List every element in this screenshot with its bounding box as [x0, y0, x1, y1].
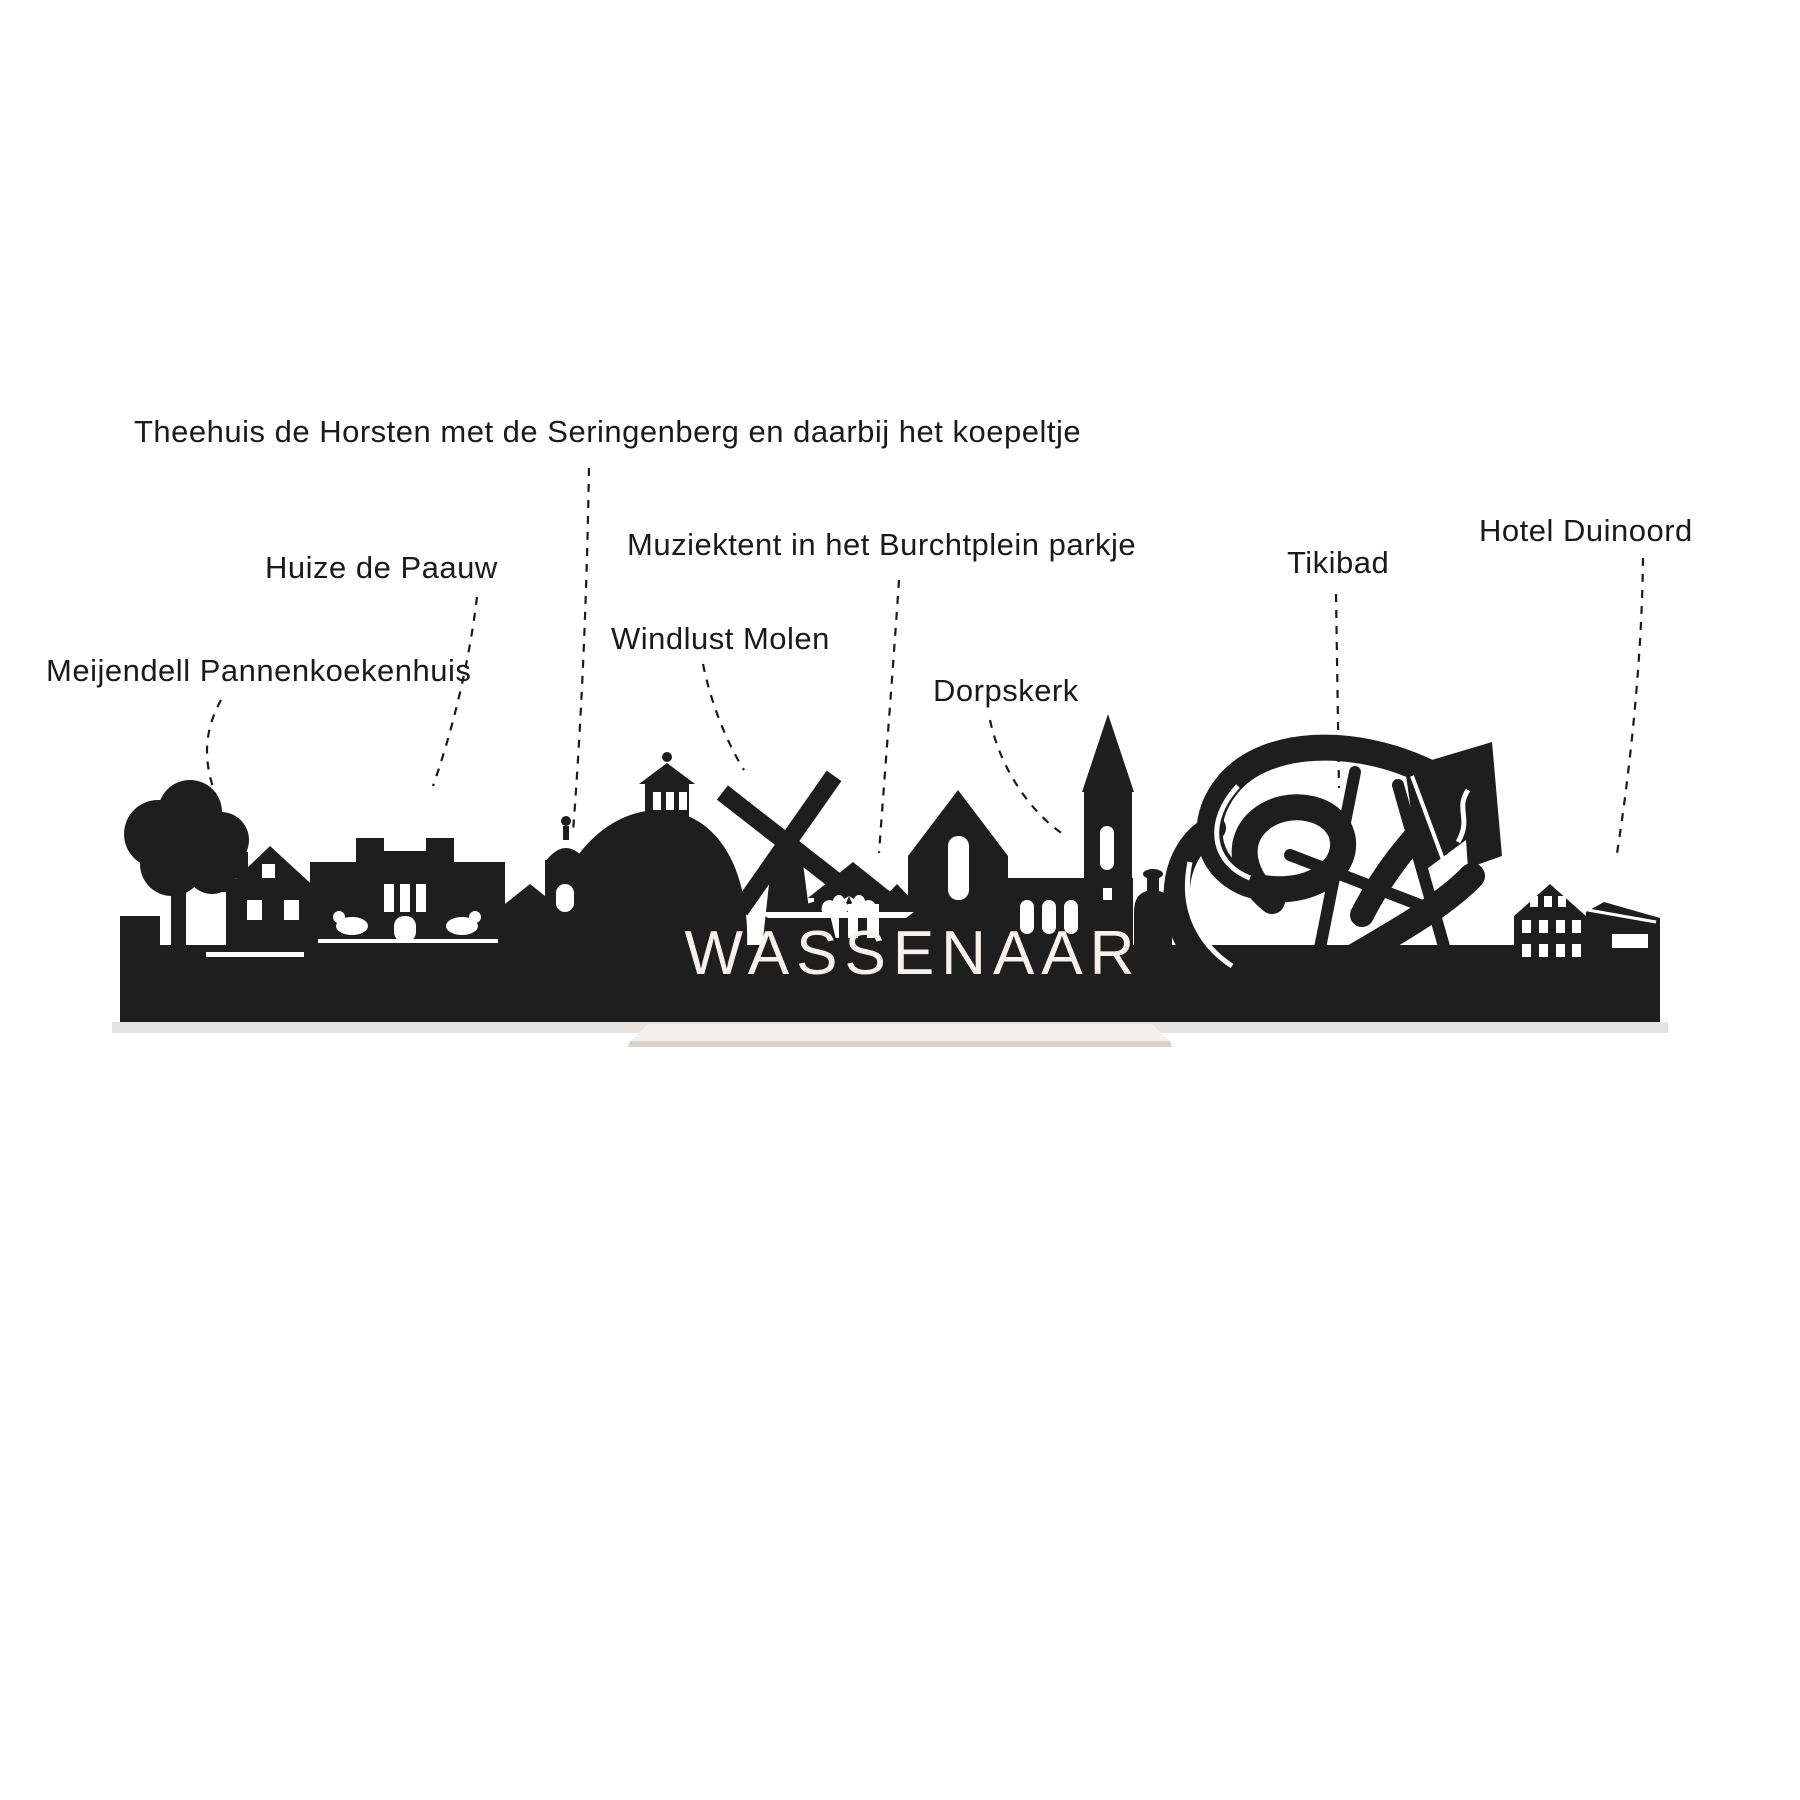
label-meijendell: Meijendell Pannenkoekenhuis [46, 653, 472, 688]
label-huize-de-paauw: Huize de Paauw [265, 550, 498, 585]
leader-muziektent [879, 580, 899, 853]
label-muziektent: Muziektent in het Burchtplein parkje [627, 527, 1137, 562]
stand-top-face [630, 1024, 1170, 1041]
leader-dorpskerk [990, 720, 1066, 836]
city-name-text: WASSENAAR [684, 919, 1142, 988]
label-windlust-molen: Windlust Molen [611, 621, 830, 656]
label-theehuis: Theehuis de Horsten met de Seringenberg en daarbij het koepeltje [134, 414, 1082, 449]
base-left-step [120, 916, 160, 956]
leader-huize [433, 597, 477, 786]
leader-windlust [703, 664, 744, 770]
leader-hotel [1616, 558, 1643, 860]
meijendell-house-silhouette [222, 846, 320, 948]
label-dorpskerk: Dorpskerk [933, 673, 1079, 708]
leader-theehuis [573, 468, 589, 832]
display-stand [628, 1024, 1172, 1047]
label-tikibad: Tikibad [1287, 545, 1390, 580]
label-hotel-duinoord: Hotel Duinoord [1479, 513, 1693, 548]
stand-front-edge [628, 1041, 1172, 1047]
